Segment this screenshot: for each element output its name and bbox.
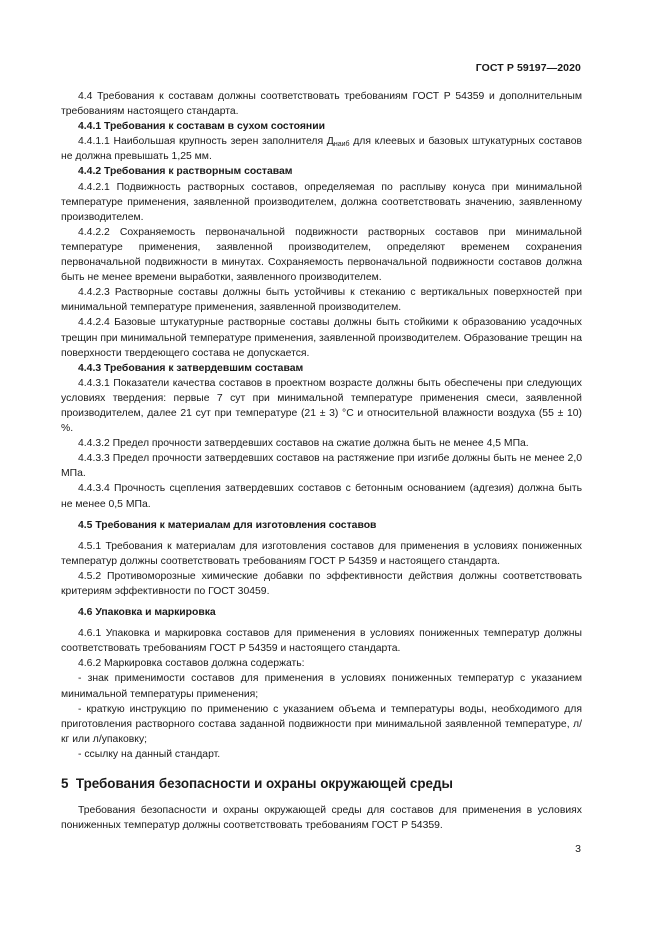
paragraph-4-4-2-3: 4.4.2.3 Растворные составы должны быть устойчивы к стеканию с вертикальных поверхностей при минимальной температуре применения, заявленной производителем. [61,287,582,314]
paragraph-4-4-3-1: 4.4.3.1 Показатели качества составов в проектном возрасте должны быть обеспечены при следующих условиях твердения: первые 7 сут при минимальной температуре применения смеси, заявленной производителем, далее 21 сут при температуре (21 ± 3) °С и относительной влажности воздуха (55 ± 10) %. [61,377,582,435]
paragraph-4-4-3-3: 4.4.3.3 Предел прочности затвердевших составов на растяжение при изгибе должны быть не менее 2,0 МПа. [61,453,582,480]
paragraph-4-4-2-4: 4.4.2.4 Базовые штукатурные растворные составы должны быть стойкими к образованию усадочных трещин при минимальной температуре применения, заявленной производителем. Образование трещин на поверхности твердеющего состава не допускается. [61,317,582,359]
paragraph-4-6-1: 4.6.1 Упаковка и маркировка составов для применения в условиях пониженных температур должны соответствовать требованиям ГОСТ Р 54359 и настоящего стандарта. [61,628,582,655]
paragraph-4-4-1-1-end: для клеевых и базовых штукатурных составов не должна превышать 1,25 мм. [61,136,583,163]
subscript-naib: наиб [333,141,350,149]
list-item: - знак применимости составов для применения в условиях пониженных температур с указанием минимальной температуры применения; [61,673,582,700]
page-number: 3 [575,843,581,855]
paragraph-4-6-2: 4.6.2 Маркировка составов должна содержать: [78,658,305,670]
paragraph-4-4: 4.4 Требования к составам должны соответствовать требованиям ГОСТ Р 54359 и дополнительным требованиям настоящего стандарта. [61,91,582,118]
heading-4-6: 4.6 Упаковка и маркировка [78,607,216,619]
paragraph-4-5-2: 4.5.2 Противоморозные химические добавки по эффективности действия должны соответствовать критериям эффективности по ГОСТ 30459. [61,570,582,597]
standard-designation: ГОСТ Р 59197—2020 [475,62,581,74]
heading-4-4-1: 4.4.1 Требования к составам в сухом состоянии [78,121,325,133]
document-body [61,89,582,833]
paragraph-4-4-1-1 [61,134,582,164]
section-5-number: 5 [61,776,69,792]
heading-4-4-3: 4.4.3 Требования к затвердевшим составам [78,362,304,374]
list-item: - краткую инструкцию по применению с указанием объема и температуры воды, необходимого для приготовления растворного состава заданной подвижности при минимальной заявленной температуре, л/кг или л/упаковку; [61,703,582,745]
section-5-paragraph: Требования безопасности и охраны окружающей среды для составов для применения в условиях пониженных температур должны соответствовать требованиям ГОСТ Р 54359. [61,805,582,832]
list-item: - ссылку на данный стандарт. [78,748,221,760]
paragraph-4-4-1-1-start: 4.4.1.1 Наибольшая крупность зерен заполнителя Д [78,136,334,148]
paragraph-4-4-3-2: 4.4.3.2 Предел прочности затвердевших составов на сжатие должна быть не менее 4,5 МПа. [78,438,529,450]
section-5-heading [61,775,582,793]
heading-4-4-2: 4.4.2 Требования к растворным составам [78,166,293,178]
section-5-title: Требования безопасности и охраны окружающей среды [75,776,453,792]
paragraph-4-4-2-2: 4.4.2.2 Сохраняемость первоначальной подвижности растворных составов при минимальной температуре применения, заявленной производителем, определяют временем сохранения первоначальной подвижности в минутах. Сохраняемость первоначальной подвижности составов должна быть не менее времени выработки, заявленного производителем. [61,226,582,284]
paragraph-4-4-3-4: 4.4.3.4 Прочность сцепления затвердевших составов с бетонным основанием (адгезия) должна быть не менее 0,5 МПа. [61,483,582,510]
paragraph-4-5-1: 4.5.1 Требования к материалам для изготовления составов для применения в условиях пониженных температур должны соответствовать требованиям ГОСТ Р 54359 и настоящего стандарта. [61,540,582,567]
paragraph-4-4-2-1: 4.4.2.1 Подвижность растворных составов, определяемая по расплыву конуса при минимальной температуре применения, заявленной производителем, должна соответствовать значению, заявленному производителем. [61,181,582,223]
heading-4-5: 4.5 Требования к материалам для изготовления составов [78,519,377,531]
